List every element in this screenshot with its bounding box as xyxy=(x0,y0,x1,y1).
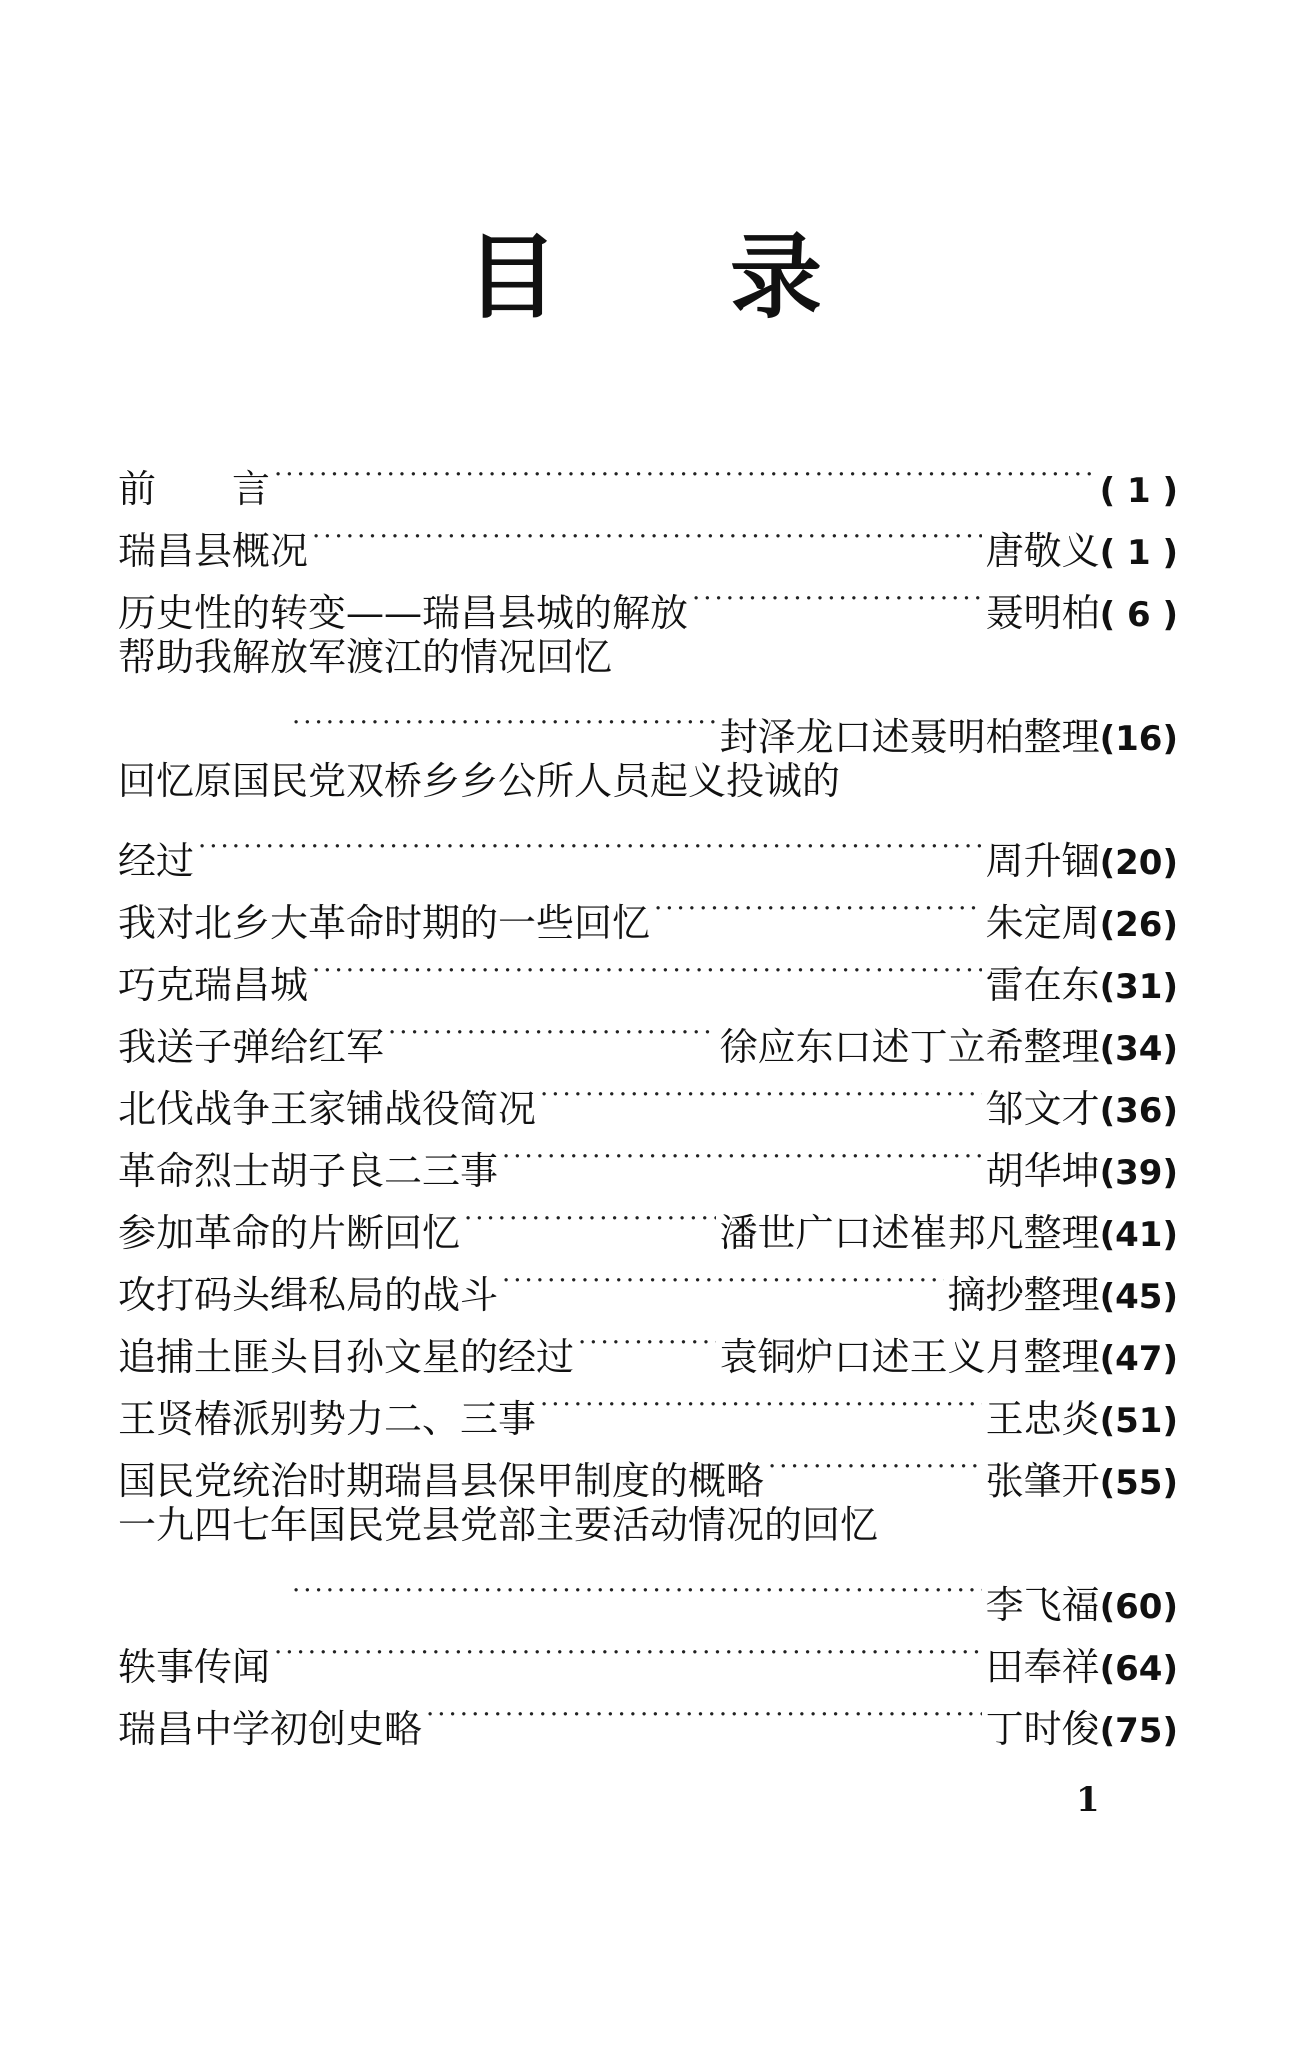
toc-entry-title: 帮助我解放军渡江的情况回忆 xyxy=(118,635,613,679)
toc-entry xyxy=(118,812,1178,883)
toc-entry-page: (41) xyxy=(1099,1215,1178,1255)
toc-entry-title: 国民党统治时期瑞昌县保甲制度的概略 xyxy=(118,1459,765,1503)
toc-entry-title: 巧克瑞昌城 xyxy=(118,963,309,1007)
toc-entry-title: 我送子弹给红军 xyxy=(118,1025,385,1069)
dot-leader xyxy=(274,440,1096,502)
toc-entry-page: (31) xyxy=(1099,967,1178,1007)
dot-leader xyxy=(502,1246,944,1308)
toc-entry-author: 胡华坤 xyxy=(985,1149,1100,1193)
toc-entry-title: 参加革命的片断回忆 xyxy=(118,1211,461,1255)
dot-leader xyxy=(274,1618,982,1680)
dot-leader xyxy=(312,936,982,998)
title-char-1: 目 xyxy=(465,224,560,331)
toc-entry-author: 田奉祥 xyxy=(985,1645,1100,1689)
toc-entry xyxy=(118,502,1178,573)
toc-entry-title: 北伐战争王家铺战役简况 xyxy=(118,1087,537,1131)
toc-entry-author: 徐应东口述丁立希整理 xyxy=(719,1025,1100,1069)
toc-entry-page: (64) xyxy=(1099,1649,1178,1689)
toc-entry-page: (45) xyxy=(1099,1277,1178,1317)
dot-leader xyxy=(464,1184,716,1246)
toc-entry-author: 丁时俊 xyxy=(985,1707,1100,1751)
toc-entry-page: (75) xyxy=(1099,1711,1178,1751)
toc-entry-page: (60) xyxy=(1099,1587,1178,1627)
toc-entry-page: ( 1 ) xyxy=(1099,533,1178,573)
dot-leader xyxy=(426,1680,982,1742)
toc-entry-author: 邹文才 xyxy=(985,1087,1100,1131)
toc-entry-author: 唐敬义 xyxy=(985,529,1100,573)
toc-entry-author: 潘世广口述崔邦凡整理 xyxy=(719,1211,1100,1255)
toc-entry-page: (20) xyxy=(1099,843,1178,883)
toc-entry-page: (55) xyxy=(1099,1463,1178,1503)
toc-entry-page: (51) xyxy=(1099,1401,1178,1441)
toc-entry-title: 追捕土匪头目孙文星的经过 xyxy=(118,1335,575,1379)
dot-leader xyxy=(502,1122,982,1184)
dot-leader xyxy=(388,998,716,1060)
dot-leader xyxy=(292,688,716,750)
toc-entry-title: 一九四七年国民党县党部主要活动情况的回忆 xyxy=(118,1503,879,1547)
toc-entry-author: 李飞福 xyxy=(985,1583,1100,1627)
toc-entry-page: (16) xyxy=(1099,719,1178,759)
toc-entry xyxy=(118,440,1178,511)
toc-entry-title: 革命烈士胡子良二三事 xyxy=(118,1149,499,1193)
toc-entry-title: 王贤椿派别势力二、三事 xyxy=(118,1397,537,1441)
toc-entry-author: 雷在东 xyxy=(985,963,1100,1007)
toc-entry-page: (36) xyxy=(1099,1091,1178,1131)
toc-entry-page: (47) xyxy=(1099,1339,1178,1379)
toc-entry-page: (26) xyxy=(1099,905,1178,945)
toc-entry xyxy=(118,688,1178,759)
dot-leader xyxy=(578,1308,716,1370)
toc-entry-page: (34) xyxy=(1099,1029,1178,1069)
dot-leader xyxy=(540,1060,982,1122)
toc-entry-title: 瑞昌县概况 xyxy=(118,529,309,573)
title-char-2: 录 xyxy=(730,224,825,331)
toc-entry-author: 朱定周 xyxy=(985,901,1100,945)
dot-leader xyxy=(312,502,982,564)
toc-entry-title: 前 言 xyxy=(118,467,271,511)
toc-entry-title: 攻打码头缉私局的战斗 xyxy=(118,1273,499,1317)
toc-entry-author: 王忠炎 xyxy=(985,1397,1100,1441)
toc-entry-title: 回忆原国民党双桥乡乡公所人员起义投诚的 xyxy=(118,759,841,803)
toc-entry-author: 聂明柏 xyxy=(985,591,1100,635)
toc-entry-title: 历史性的转变——瑞昌县城的解放 xyxy=(118,591,689,635)
toc-entry-author: 封泽龙口述聂明柏整理 xyxy=(719,715,1100,759)
page-title xyxy=(0,224,1290,331)
dot-leader xyxy=(654,874,982,936)
dot-leader xyxy=(292,1556,982,1618)
toc-entry-author: 袁铜炉口述王义月整理 xyxy=(719,1335,1100,1379)
table-of-contents xyxy=(118,440,1178,1751)
toc-entry-title: 我对北乡大革命时期的一些回忆 xyxy=(118,901,651,945)
page-number: 1 xyxy=(1076,1780,1100,1820)
toc-entry xyxy=(118,1556,1178,1627)
toc-entry-title: 经过 xyxy=(118,839,195,883)
dot-leader xyxy=(540,1370,982,1432)
toc-entry-author: 张肇开 xyxy=(985,1459,1100,1503)
toc-entry-author: 周升锢 xyxy=(985,839,1100,883)
toc-entry-title: 轶事传闻 xyxy=(118,1645,271,1689)
toc-entry-author: 摘抄整理 xyxy=(947,1273,1100,1317)
toc-entry-title: 瑞昌中学初创史略 xyxy=(118,1707,423,1751)
toc-entry-page: ( 1 ) xyxy=(1099,471,1178,511)
toc-entry-page: (39) xyxy=(1099,1153,1178,1193)
dot-leader xyxy=(768,1432,982,1494)
dot-leader xyxy=(692,564,982,626)
toc-entry-page: ( 6 ) xyxy=(1099,595,1178,635)
dot-leader xyxy=(198,812,982,874)
